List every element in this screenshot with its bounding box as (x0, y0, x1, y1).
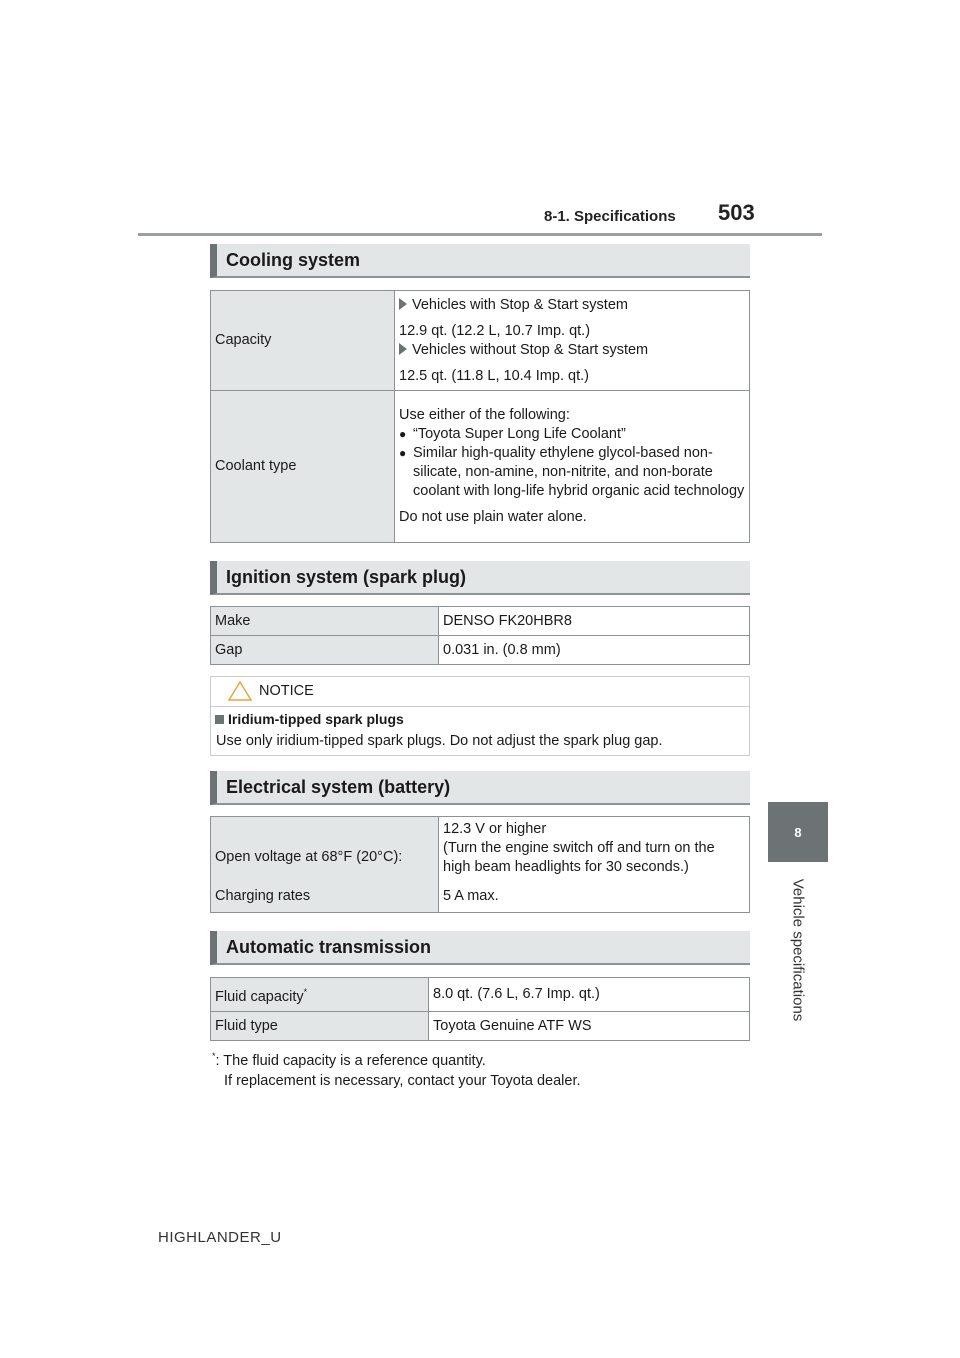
fluid-capacity-footnote-mark: * (303, 986, 308, 997)
section-title: 8-1. Specifications (544, 208, 676, 225)
square-bullet-icon (215, 715, 224, 724)
fluid-capacity-label-cell (211, 978, 429, 1012)
electrical-system-table (210, 816, 750, 913)
coolant-option-1: “Toyota Super Long Life Coolant” (413, 426, 626, 442)
header-divider (138, 233, 822, 236)
footer-model-code: HIGHLANDER_U (158, 1229, 282, 1246)
table-row (211, 291, 750, 391)
bullet-icon: ● (399, 427, 407, 441)
charging-rates-label: Charging rates (211, 881, 439, 913)
open-voltage-value-cell (439, 817, 750, 881)
cooling-system-heading: Cooling system (210, 244, 750, 278)
triangle-right-icon (399, 343, 407, 355)
ignition-system-table (210, 606, 750, 665)
capacity-with-ss-value: 12.9 qt. (12.2 L, 10.7 Imp. qt.) (399, 322, 591, 339)
fluid-capacity-label: Fluid capacity (215, 988, 304, 1005)
capacity-label: Capacity (211, 291, 395, 391)
triangle-right-icon (399, 298, 407, 310)
automatic-transmission-heading: Automatic transmission (210, 931, 750, 965)
make-value: DENSO FK20HBR8 (439, 607, 750, 636)
make-label: Make (211, 607, 439, 636)
chapter-tab[interactable]: 8 (768, 802, 828, 862)
gap-value: 0.031 in. (0.8 mm) (439, 636, 750, 665)
notice-title: NOTICE (259, 683, 314, 699)
open-voltage-value: 12.3 V or higher (443, 821, 547, 838)
open-voltage-label: Open voltage at 68°F (20°C): (211, 817, 439, 881)
coolant-type-value-cell (395, 391, 750, 543)
notice-body: Use only iridium-tipped spark plugs. Do not adjust the spark plug gap. (216, 733, 663, 749)
automatic-transmission-table (210, 977, 750, 1041)
coolant-type-label: Coolant type (211, 391, 395, 543)
table-row (211, 1012, 750, 1041)
open-voltage-note: (Turn the engine switch off and turn on the high beam headlights for 30 seconds.) (443, 840, 715, 876)
page-number: 503 (718, 200, 755, 225)
footnote-line-2: If replacement is necessary, contact your Toyota dealer. (224, 1072, 581, 1089)
coolant-intro: Use either of the following: (399, 407, 570, 423)
table-row (211, 881, 750, 913)
coolant-option-2: Similar high-quality ethylene glycol-based non-silicate, non-amine, non-nitrite, and non-borate coolant with long-life hybrid organic acid technology (413, 445, 745, 499)
warning-triangle-icon (228, 680, 252, 702)
capacity-with-ss-label: Vehicles with Stop & Start system (412, 296, 628, 313)
notice-subtitle-row (215, 711, 404, 727)
gap-label: Gap (211, 636, 439, 665)
footnote-line-1: : The fluid capacity is a reference quantity. (215, 1052, 486, 1069)
table-row (211, 607, 750, 636)
table-row (211, 978, 750, 1012)
cooling-system-table (210, 290, 750, 543)
bullet-icon: ● (399, 446, 407, 460)
table-row (211, 636, 750, 665)
notice-header (211, 677, 749, 707)
coolant-warning: Do not use plain water alone. (399, 509, 587, 525)
ignition-system-heading: Ignition system (spark plug) (210, 561, 750, 595)
chapter-side-label-text: Vehicle specifications (789, 878, 807, 1022)
fluid-type-label: Fluid type (211, 1012, 429, 1041)
notice-subtitle: Iridium-tipped spark plugs (228, 711, 404, 727)
fluid-type-value: Toyota Genuine ATF WS (429, 1012, 750, 1041)
footnote (212, 1046, 581, 1091)
footnote-mark: * (212, 1051, 216, 1061)
capacity-value-cell (395, 291, 750, 391)
capacity-without-ss-value: 12.5 qt. (11.8 L, 10.4 Imp. qt.) (399, 367, 589, 384)
table-row (211, 391, 750, 543)
table-row (211, 817, 750, 881)
notice-box (210, 676, 750, 756)
capacity-without-ss-label: Vehicles without Stop & Start system (412, 341, 649, 358)
charging-rates-value: 5 A max. (439, 881, 750, 913)
fluid-capacity-value: 8.0 qt. (7.6 L, 6.7 Imp. qt.) (429, 978, 750, 1012)
electrical-system-heading: Electrical system (battery) (210, 771, 750, 805)
